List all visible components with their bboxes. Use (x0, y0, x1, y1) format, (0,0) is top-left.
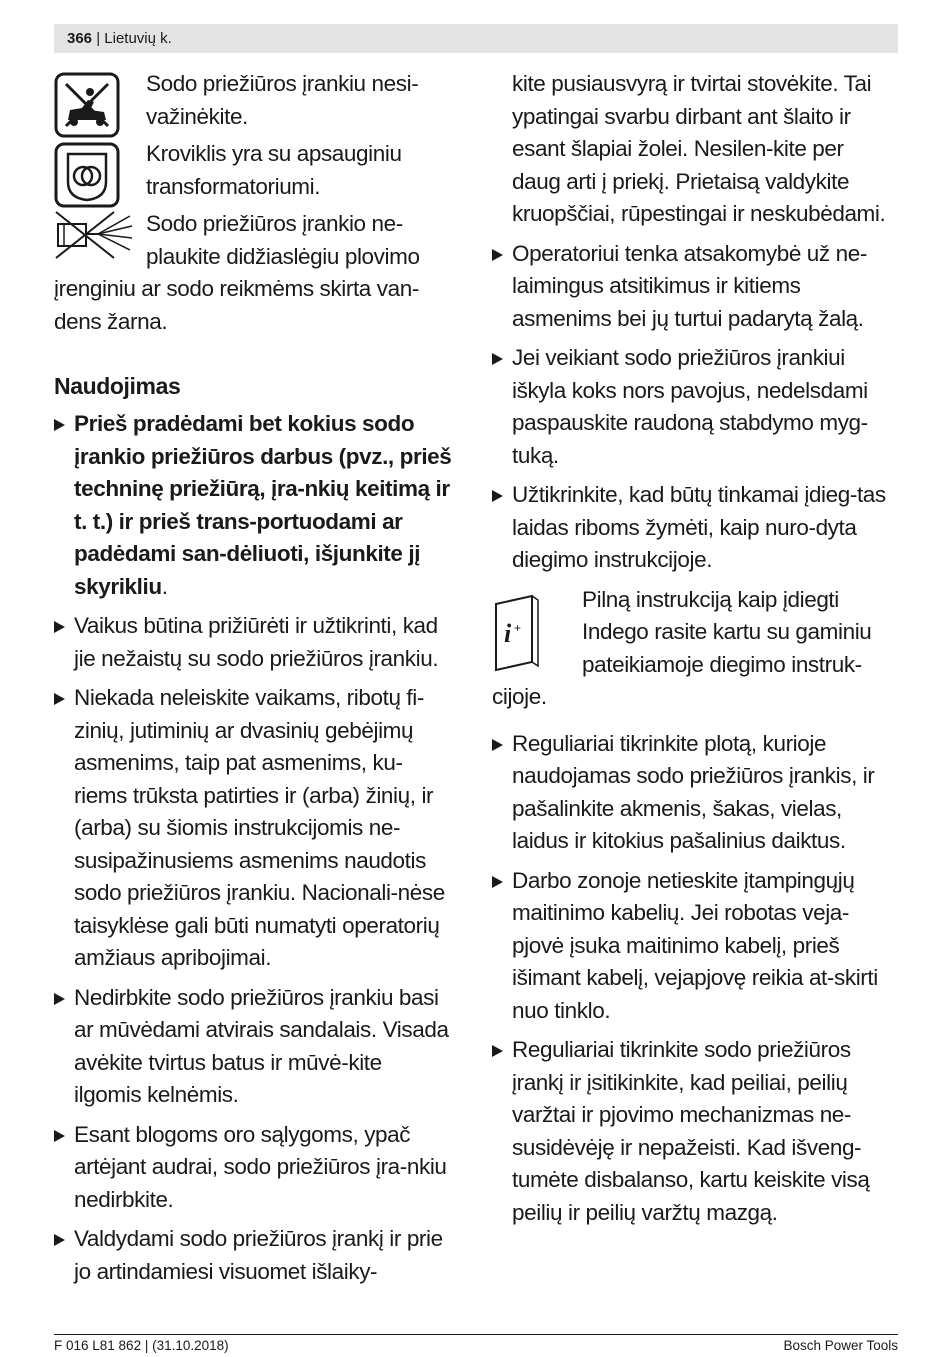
manual-info-icon (492, 594, 542, 674)
bullet-item (492, 479, 897, 577)
bullet-text: Esant blogoms oro sąlygoms, ypač artėjant audrai, sodo priežiūros įra-nkiu nedirbkite. (74, 1121, 447, 1212)
bullet-triangle-icon (54, 621, 65, 633)
bullet-triangle-icon (54, 1130, 65, 1142)
bullet-text: Vaikus būtina prižiūrėti ir užtikrinti, kad jie nežaistų su sodo priežiūros įrankiu. (74, 613, 439, 671)
bullet-triangle-icon (492, 249, 503, 261)
svg-text:+: + (514, 620, 521, 635)
bullet-text: Valdydami sodo priežiūros įrankį ir prie jo artindamiesi visuomet išlaiky- (74, 1226, 443, 1284)
bullet-text: Darbo zonoje netieskite įtampingųjų maitinimo kabelių. Jei robotas veja-pjovė įsuka maitinimo kabelį, prieš išimant kabelį, vejapjovę reikia at-skirti nuo tinklo. (512, 867, 878, 1023)
bullet-triangle-icon (54, 419, 65, 431)
footer-doc-id: F 016 L81 862 | (31.10.2018) (54, 1338, 229, 1353)
bullet-item (492, 728, 897, 858)
bullet-item (54, 682, 452, 975)
bullet-triangle-icon (54, 993, 65, 1005)
bullet-item (492, 238, 897, 336)
safety-transformer-icon (54, 142, 120, 208)
bullet-text: Užtikrinkite, kad būtų tinkamai įdieg-tas laidas riboms žymėti, kaip nuro-dyta diegimo instrukcijoje. (512, 482, 886, 572)
bullet-item (54, 982, 452, 1112)
header-text (67, 30, 172, 47)
bullet-triangle-icon (54, 693, 65, 705)
bullet-item (54, 610, 452, 675)
right-column (492, 68, 897, 1236)
footer-divider (54, 1334, 898, 1335)
bullet-text: Jei veikiant sodo priežiūros įrankiui iškyla koks nors pavojus, nedelsdami paspauskite raudoną stabdymo myg-tuką. (512, 345, 868, 468)
left-column (54, 68, 452, 1295)
info-note (492, 584, 897, 714)
bullet-triangle-icon (492, 739, 503, 751)
section-title: Naudojimas (54, 373, 181, 399)
bullet-item (54, 1119, 452, 1217)
icon-note-no-pressure-washer (54, 208, 452, 338)
header-separator: | (92, 30, 105, 47)
bullet-item (492, 865, 897, 1028)
bullet-text: Nedirbkite sodo priežiūros įrankiu basi ar mūvėdami atvirais sandalais. Visada avėkite tvirtus batus ir mūvė-kite ilgomis kelnėmis. (74, 984, 449, 1107)
bullet-text: Operatoriui tenka atsakomybė už ne-laimingus atsitikimus ir kitiems asmenims bei jų turtui padarytą žalą. (512, 240, 867, 331)
continued-text: kite pusiausvyrą ir tvirtai stovėkite. Tai ypatingai svarbu dirbant ant šlaito ir esant šlapiai žolei. Nesilen-kite per daug arti į priekį. Prietaisą valdykite kruopščiai, rūpestingai ir neskubėdami. (512, 71, 886, 226)
no-pressure-washer-icon (54, 210, 134, 260)
icon-note-no-riding (54, 68, 452, 133)
icon-note-text: Kroviklis yra su apsauginiu transformatoriumi. (146, 141, 402, 199)
header-language: Lietuvių k. (104, 30, 172, 47)
svg-text:i: i (504, 618, 511, 648)
bullet-item (492, 1034, 897, 1229)
bullet-text: Reguliariai tikrinkite sodo priežiūros įrankį ir įsitikinkite, kad peiliai, peilių varžtai ir pjovimo mechanizmas ne-susidėvėję ir nepažeisti. Kad išveng-tumėte disbalanso, kartu keiskite visą peilių ir peilių varžtų mazgą. (512, 1037, 870, 1225)
icon-note-text: Sodo priežiūros įrankio ne-plaukite didžiaslėgiu plovimo įrenginiu ar sodo reikmėms skirta van-dens žarna. (54, 211, 420, 334)
bullet-text: . (161, 573, 168, 599)
icon-note-text: Sodo priežiūros įrankiu nesi-važinėkite. (146, 71, 419, 129)
info-note-text: Pilną instrukciją kaip įdiegti Indego rasite kartu su gaminiu pateikiamoje diegimo instruk-cijoje. (492, 586, 872, 709)
footer-brand: Bosch Power Tools (783, 1338, 898, 1353)
bullet-text: Reguliariai tikrinkite plotą, kurioje naudojamas sodo priežiūros įrankis, ir pašalinkite akmenis, šakas, vielas, laidus ir kitokius pašalinius daiktus. (512, 730, 875, 853)
bullet-item (54, 1223, 452, 1288)
bullet-item (54, 408, 452, 603)
bullet-text: Niekada neleiskite vaikams, ribotų fi-zinių, jutiminių ar dvasinių gebėjimų asmenims, taip pat asmenims, ku-riems trūksta patirties ir (arba) žinių, ir (arba) su šiomis instrukcijomis ne-susipažinusiems asmenims naudotis sodo priežiūros įrankiu. Nacionali-nėse taisyklėse gali būti numatyti operatorių amžiaus apribojimai. (74, 685, 445, 970)
bullet-triangle-icon (492, 876, 503, 888)
icon-note-transformer (54, 138, 452, 203)
bullet-item (492, 342, 897, 472)
no-riding-icon (54, 72, 120, 138)
bullet-triangle-icon (492, 490, 503, 502)
bullet-triangle-icon (492, 353, 503, 365)
bullet-bold-text: Prieš pradėdami bet kokius sodo įrankio priežiūros darbus (pvz., prieš techninę priežiūrą, įra-nkių keitimą ir t. t.) ir prieš trans-portuodami ar padėdami san-dėliuoti, išjunkite jį skyrikliu (74, 411, 452, 599)
page-header (54, 24, 898, 53)
bullet-triangle-icon (54, 1234, 65, 1246)
bullet-triangle-icon (492, 1045, 503, 1057)
page-number: 366 (67, 30, 93, 47)
